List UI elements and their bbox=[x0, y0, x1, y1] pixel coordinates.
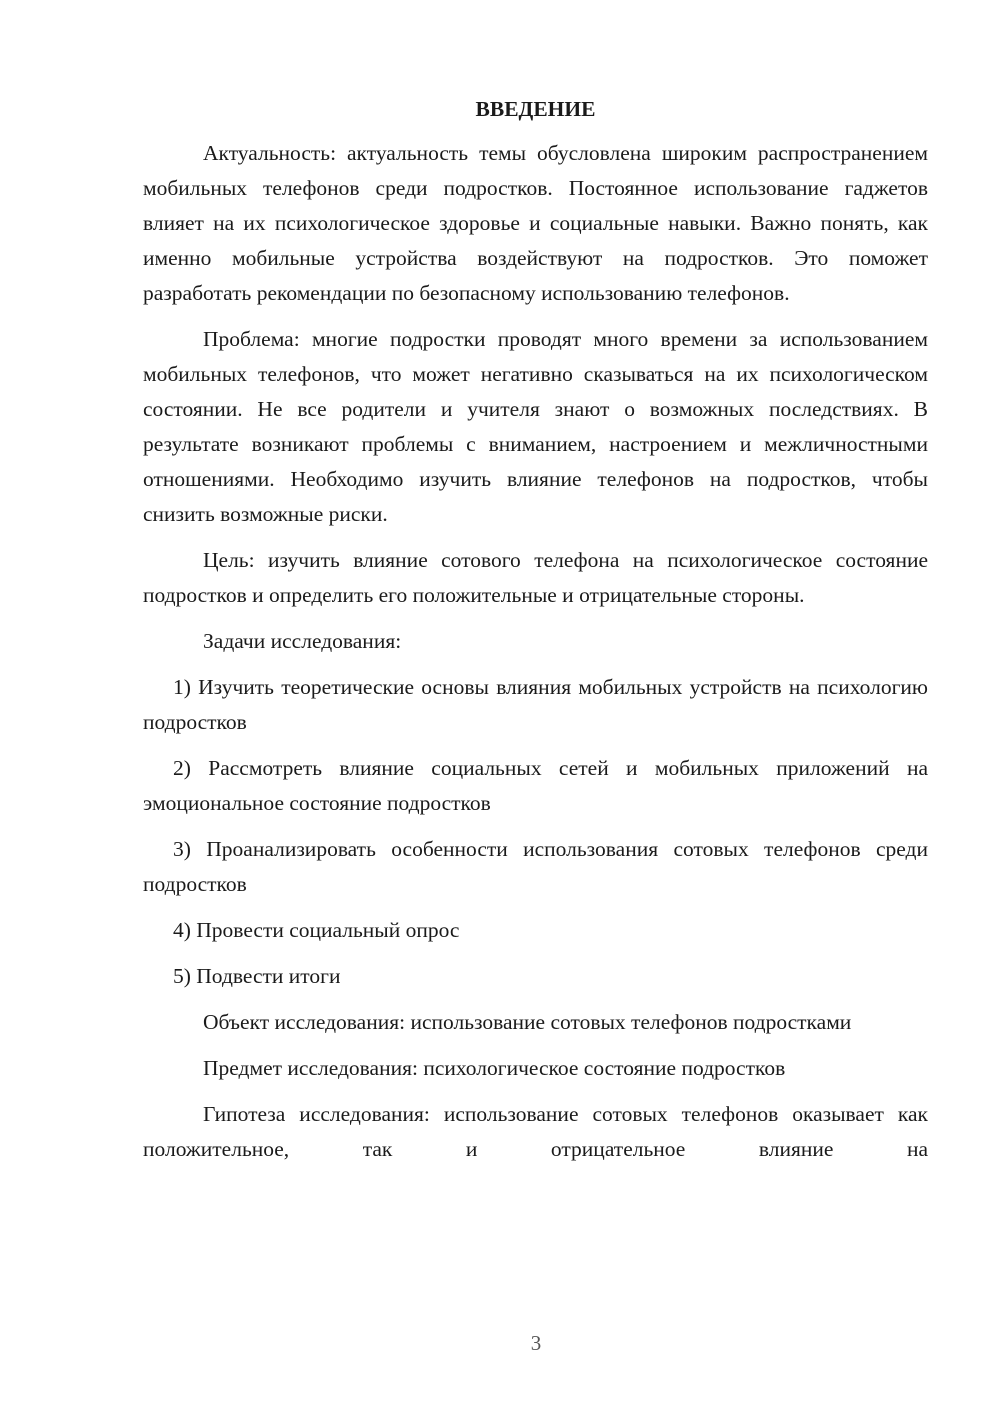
research-object-paragraph: Объект исследования: использование сотовых телефонов подростками bbox=[203, 1010, 852, 1034]
hypothesis-paragraph: Гипотеза исследования: использование сотовых телефонов оказывает как положительное, так и отрицательное влияние на bbox=[143, 1102, 928, 1161]
section-title: ВВЕДЕНИЕ bbox=[475, 97, 596, 121]
task-item-1: 1) Изучить теоретические основы влияния мобильных устройств на психологию подростков bbox=[143, 675, 928, 734]
task-item-4: 4) Провести социальный опрос bbox=[173, 918, 460, 942]
research-subject-paragraph: Предмет исследования: психологическое состояние подростков bbox=[203, 1056, 786, 1080]
task-item-2: 2) Рассмотреть влияние социальных сетей и мобильных приложений на эмоциональное состояние подростков bbox=[143, 756, 928, 815]
task-item-3: 3) Проанализировать особенности использования сотовых телефонов среди подростков bbox=[143, 837, 928, 896]
page-content bbox=[143, 92, 928, 1178]
problem-paragraph: Проблема: многие подростки проводят много времени за использованием мобильных телефонов, что может негативно сказываться на их психологическом состоянии. Не все родители и учителя знают о возможных последствиях. В результате возникают проблемы с вниманием, настроением и межличностными отношениями. Необходимо изучить влияние телефонов на подростков, чтобы снизить возможные риски. bbox=[143, 327, 928, 526]
page-number: 3 bbox=[530, 1331, 542, 1355]
task-item-5: 5) Подвести итоги bbox=[173, 964, 341, 988]
goal-paragraph: Цель: изучить влияние сотового телефона на психологическое состояние подростков и определить его положительные и отрицательные стороны. bbox=[143, 548, 928, 607]
tasks-heading: Задачи исследования: bbox=[203, 629, 402, 653]
relevance-paragraph: Актуальность: актуальность темы обусловлена широким распространением мобильных телефонов среди подростков. Постоянное использование гаджетов влияет на их психологическое здоровье и социальные навыки. Важно понять, как именно мобильные устройства воздействуют на подростков. Это поможет разработать рекомендации по безопасному использованию телефонов. bbox=[143, 141, 928, 305]
